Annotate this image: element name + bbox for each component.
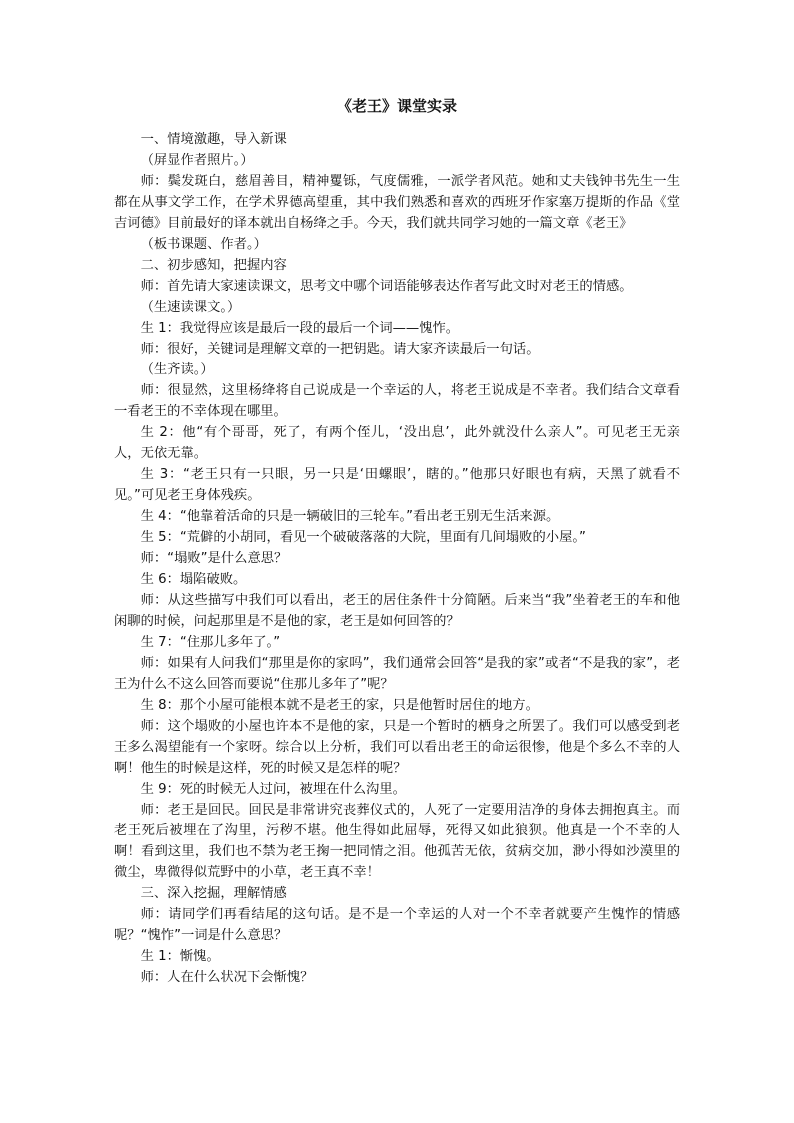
paragraph: 师：人在什么状况下会惭愧？ bbox=[140, 970, 314, 986]
paragraph: 生 5：“荒僻的小胡同，看见一个破破落落的大院，里面有几间塌败的小屋。” bbox=[140, 530, 586, 546]
document-title: 《老王》课堂实录 bbox=[336, 97, 457, 115]
paragraph: 师：如果有人问我们“那里是你的家吗”，我们通常会回答“是我的家”或者“不是我的家”，老王为什么不这么回答而要说“住那儿多年了”呢？ bbox=[114, 655, 680, 692]
paragraph: 生 6：塌陷破败。 bbox=[140, 572, 247, 588]
paragraph: 生 2：他“有个哥哥，死了，有两个侄儿，‘没出息’，此外就没什么亲人”。可见老王无亲人，无依无靠。 bbox=[114, 425, 680, 462]
paragraph: 一、情境激趣，导入新课 bbox=[140, 132, 287, 147]
paragraph: 生 1：惭愧。 bbox=[140, 949, 220, 965]
paragraph: （屏显作者照片。） bbox=[140, 152, 254, 168]
paragraph: 二、初步感知，把握内容 bbox=[140, 257, 287, 273]
paragraph: 师：“塌败”是什么意思？ bbox=[140, 551, 288, 567]
paragraph: 生 7：“住那儿多年了。” bbox=[140, 634, 281, 650]
paragraph: 生 1：我觉得应该是最后一段的最后一个词——愧怍。 bbox=[140, 320, 460, 336]
paragraph: 师：这个塌败的小屋也许本不是他的家，只是一个暂时的栖身之所罢了。我们可以感受到老王多么渴望能有一个家呀。综合以上分析，我们可以看出老王的命运很惨，他是个多么不幸的人啊！他生的时候是这样，死的时候又是怎样的呢？ bbox=[114, 718, 680, 776]
paragraph: 生 3：“老王只有一只眼，另一只是‘田螺眼’，瞎的。”他那只好眼也有病，天黑了就看不见。”可见老王身体残疾。 bbox=[114, 467, 680, 504]
paragraph: 师：首先请大家速读课文，思考文中哪个词语能够表达作者写此文时对老王的情感。 bbox=[140, 278, 633, 294]
paragraph: （生齐读。） bbox=[140, 362, 214, 378]
paragraph: 生 8：那个小屋可能根本就不是老王的家，只是他暂时居住的地方。 bbox=[140, 697, 539, 713]
paragraph: 师：很显然，这里杨绛将自己说成是一个幸运的人，将老王说成是不幸者。我们结合文章看一看老王的不幸体现在哪里。 bbox=[114, 383, 680, 420]
paragraph: 师：鬓发斑白，慈眉善目，精神矍铄，气度儒雅，一派学者风范。她和丈夫钱钟书先生一生都在从事文学工作，在学术界德高望重，其中我们熟悉和喜欢的西班牙作家塞万提斯的作品《堂吉诃德》目前最好的译本就出自杨绛之手。今天，我们就共同学习她的一篇文章《老王》 bbox=[114, 173, 680, 231]
paragraph: 生 9：死的时候无人过问，被埋在什么沟里。 bbox=[140, 781, 406, 797]
paragraph: 师：很好，关键词是理解文章的一把钥匙。请大家齐读最后一句话。 bbox=[140, 341, 540, 357]
paragraph: 师：从这些描写中我们可以看出，老王的居住条件十分简陋。后来当“我”坐着老王的车和他闲聊的时候，问起那里是不是他的家，老王是如何回答的？ bbox=[114, 592, 680, 629]
paragraph: 师：请同学们再看结尾的这句话。是不是一个幸运的人对一个不幸者就要产生愧怍的情感呢？“愧怍”一词是什么意思？ bbox=[114, 907, 680, 944]
paragraph: 三、深入挖掘，理解情感 bbox=[140, 886, 287, 902]
paragraph: （生速读课文。） bbox=[140, 299, 241, 315]
paragraph: 生 4：“他靠着活命的只是一辆破旧的三轮车。”看出老王别无生活来源。 bbox=[140, 509, 560, 525]
paragraph: （板书课题、作者。） bbox=[140, 236, 267, 252]
document-body bbox=[114, 130, 680, 989]
paragraph: 师：老王是回民。回民是非常讲究丧葬仪式的，人死了一定要用洁净的身体去拥抱真主。而老王死后被埋在了沟里，污秽不堪。他生得如此屈辱，死得又如此狼狈。他真是一个不幸的人啊！看到这里，我们也不禁为老王掬一把同情之泪。他孤苦无依，贫病交加，渺小得如沙漠里的微尘，卑微得似荒野中的小草，老王真不幸！ bbox=[114, 802, 680, 881]
